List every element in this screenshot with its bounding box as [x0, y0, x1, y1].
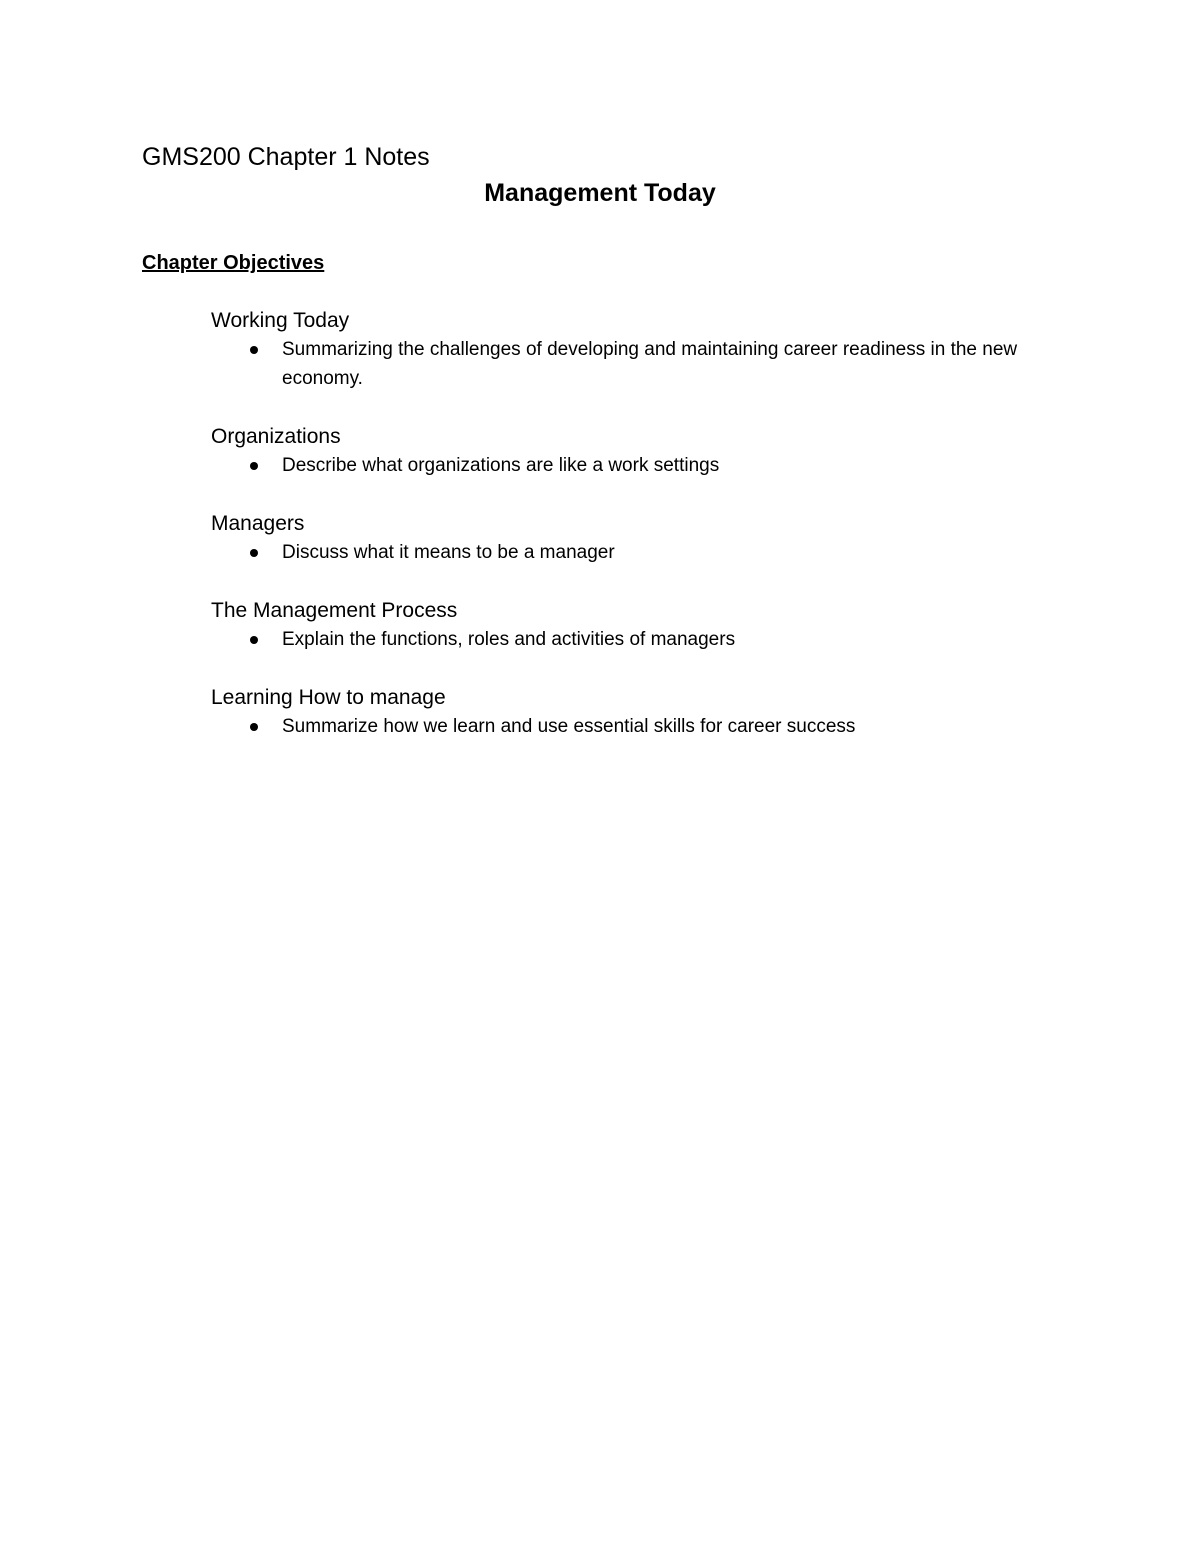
list-item: [211, 451, 1071, 480]
objective-working-today: [211, 306, 1071, 393]
list-item-text: Summarizing the challenges of developing and maintaining career readiness in the new economy.: [282, 339, 1018, 389]
objective-title: Managers: [211, 512, 305, 535]
list-item-text: Describe what organizations are like a work settings: [282, 455, 720, 476]
document-title: GMS200 Chapter 1 Notes: [142, 143, 430, 171]
objective-bullet-list: [211, 625, 1071, 654]
bullet-icon: [250, 346, 258, 354]
document-subtitle: Management Today: [484, 179, 716, 207]
list-item-text: Summarize how we learn and use essential skills for career success: [282, 716, 856, 737]
objective-organizations: [211, 422, 1071, 480]
list-item: [211, 712, 1071, 741]
objective-managers: [211, 509, 1071, 567]
bullet-icon: [250, 462, 258, 470]
objective-management-process: [211, 596, 1071, 654]
list-item-text: Explain the functions, roles and activities of managers: [282, 629, 736, 650]
objective-title: Organizations: [211, 425, 341, 448]
list-item-text: Discuss what it means to be a manager: [282, 542, 615, 563]
bullet-icon: [250, 549, 258, 557]
objective-learning-how-to-manage: [211, 683, 1071, 741]
objective-bullet-list: [211, 335, 1071, 393]
list-item: [211, 625, 1071, 654]
objective-title: The Management Process: [211, 599, 458, 622]
objective-bullet-list: [211, 451, 1071, 480]
objective-bullet-list: [211, 538, 1071, 567]
list-item: [211, 538, 1071, 567]
list-item: [211, 335, 1071, 393]
objective-title: Working Today: [211, 309, 350, 332]
objective-bullet-list: [211, 712, 1071, 741]
bullet-icon: [250, 636, 258, 644]
section-heading-chapter-objectives: Chapter Objectives: [142, 252, 325, 274]
objectives-list: [211, 306, 1071, 770]
bullet-icon: [250, 723, 258, 731]
objective-title: Learning How to manage: [211, 686, 446, 709]
